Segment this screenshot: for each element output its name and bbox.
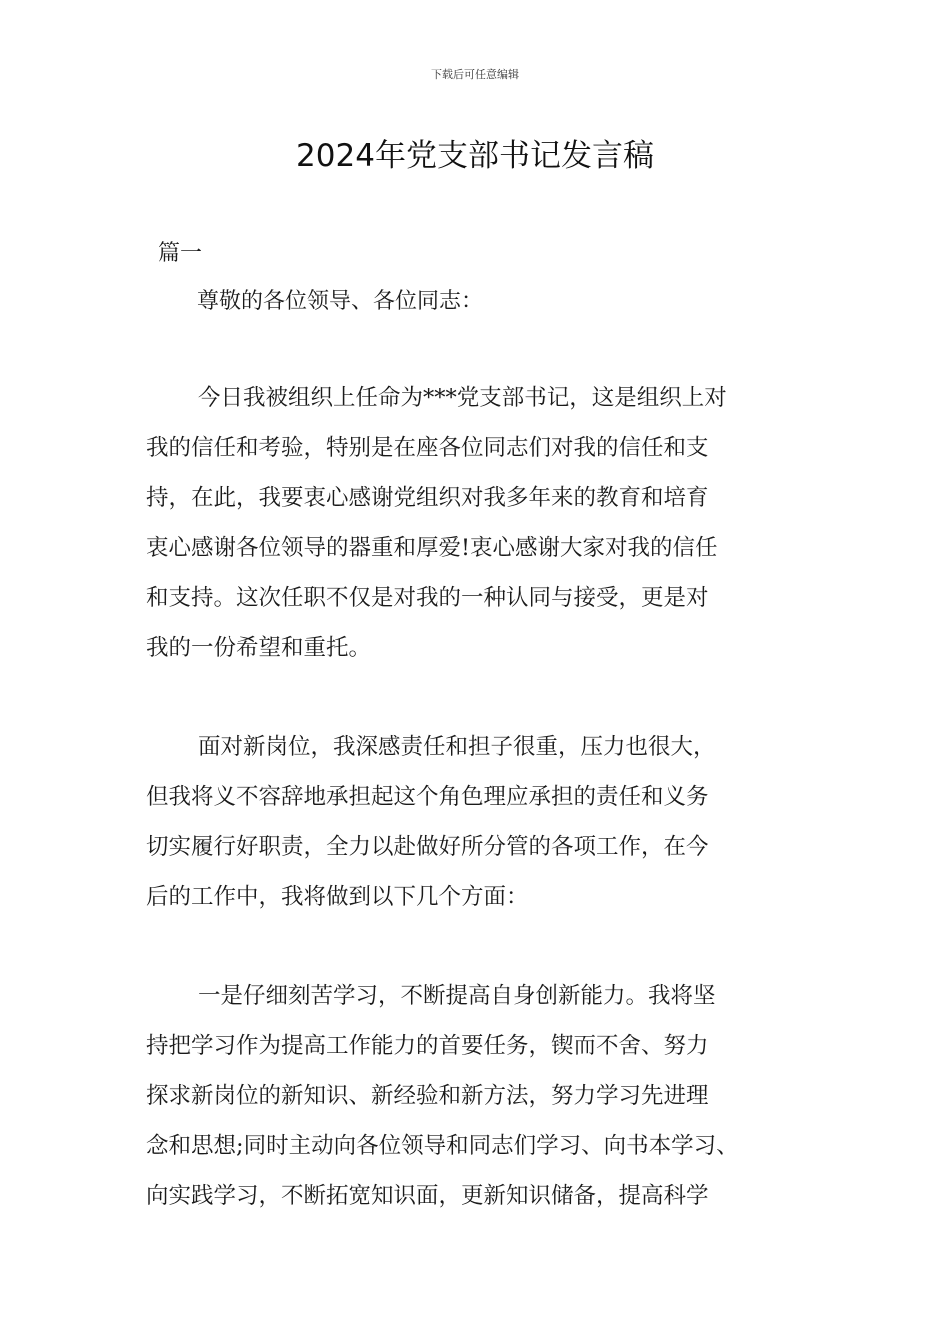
section-label: 篇一	[158, 241, 203, 266]
salutation: 尊敬的各位领导、各位同志：	[197, 289, 484, 314]
paragraph-line: 探求新岗位的新知识、新经验和新方法，努力学习先进理	[146, 1083, 709, 1109]
paragraph-line: 和支持。这次任职不仅是对我的一种认同与接受，更是对	[146, 585, 709, 611]
paragraph-line: 但我将义不容辞地承担起这个角色理应承担的责任和义务	[146, 784, 709, 810]
paragraph-line: 衷心感谢各位领导的器重和厚爱!衷心感谢大家对我的信任	[146, 535, 718, 561]
paragraph-line: 持把学习作为提高工作能力的首要任务，锲而不舍、努力	[146, 1033, 709, 1059]
paragraph-line: 一是仔细刻苦学习，不断提高自身创新能力。我将坚	[198, 983, 716, 1009]
paragraph	[146, 373, 826, 673]
paragraph-line: 我的一份希望和重托。	[146, 635, 372, 661]
paragraph-line: 面对新岗位，我深感责任和担子很重，压力也很大，	[198, 734, 716, 760]
paragraph	[146, 722, 826, 922]
paragraph-line: 今日我被组织上任命为***党支部书记，这是组织上对	[198, 385, 727, 411]
paragraph-line: 持，在此，我要衷心感谢党组织对我多年来的教育和培育	[146, 485, 709, 511]
paragraph	[146, 971, 826, 1221]
paragraph-line: 后的工作中，我将做到以下几个方面：	[146, 884, 529, 910]
page-header-note: 下载后可任意编辑	[431, 68, 519, 81]
document-title: 2024年党支部书记发言稿	[296, 138, 654, 174]
paragraph-line: 念和思想;同时主动向各位领导和同志们学习、向书本学习、	[146, 1133, 739, 1159]
paragraph-line: 我的信任和考验，特别是在座各位同志们对我的信任和支	[146, 435, 709, 461]
paragraph-line: 向实践学习，不断拓宽知识面，更新知识储备，提高科学	[146, 1183, 709, 1209]
paragraph-line: 切实履行好职责，全力以赴做好所分管的各项工作，在今	[146, 834, 709, 860]
